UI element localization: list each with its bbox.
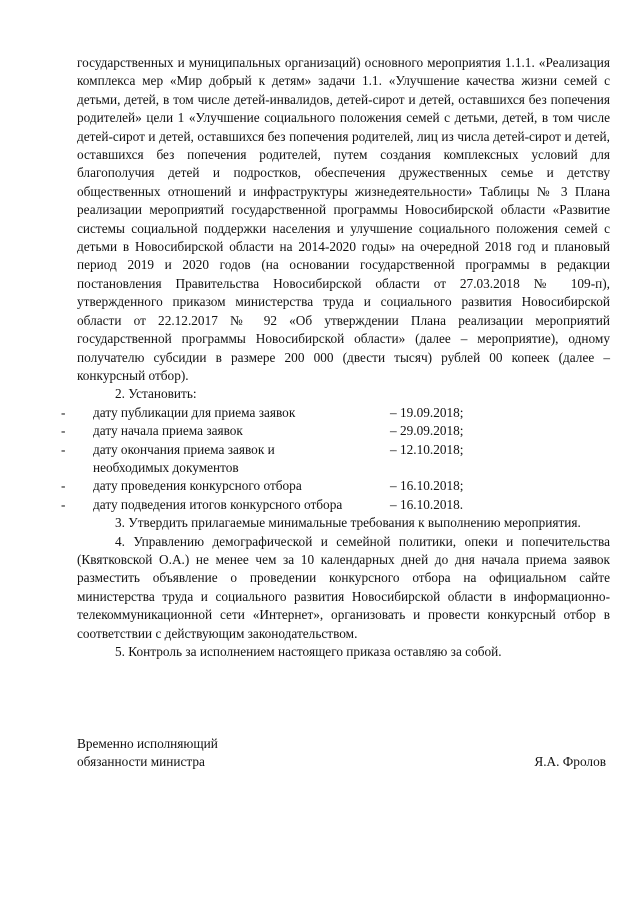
date-label: дату окончания приема заявок и	[93, 441, 275, 457]
date-row-results	[61, 496, 610, 514]
date-row-end	[61, 441, 610, 459]
date-value: – 29.09.2018;	[390, 423, 464, 439]
dates-list	[61, 404, 610, 514]
date-label: необходимых документов	[93, 459, 239, 475]
date-value: – 16.10.2018.	[390, 496, 464, 512]
list-dash: -	[61, 423, 66, 439]
date-value: – 16.10.2018;	[390, 478, 464, 494]
list-dash: -	[61, 404, 66, 420]
list-dash: -	[61, 478, 66, 494]
date-value: – 12.10.2018;	[390, 441, 464, 457]
date-row-publication	[61, 404, 610, 422]
signatory-title-line-1: Временно исполняющий	[77, 736, 218, 751]
list-dash: -	[61, 441, 66, 457]
item-4-paragraph: 4. Управлению демографической и семейной политики, опеки и попечительства (Квятковской О.А.) не менее чем за 10 календарных дней до дня начала приема заявок разместить объявление о проведении конкурсного отбора на официальном сайте министерства труда и социального развития Новосибирской области в информационно-телекоммуникационной сети «Интернет», организовать и провести конкурсный отбор в соответствии с действующим законодательством.	[77, 533, 610, 641]
item-2-heading: 2. Установить:	[115, 386, 197, 402]
date-label: дату проведения конкурсного отбора	[93, 478, 302, 494]
date-label: дату начала приема заявок	[93, 423, 243, 439]
item-5-paragraph: 5. Контроль за исполнением настоящего приказа оставляю за собой.	[115, 644, 502, 659]
intro-paragraph: государственных и муниципальных организаций) основного мероприятия 1.1.1. «Реализация комплекса мер «Мир добрый к детям» задачи 1.1. «Улучшение качества жизни семей с детьми, детей, в том числе детей-инвалидов, детей-сирот и детей, оставшихся без попечения родителей» цели 1 «Улучшение социального положения семей с детьми, детей, в том числе детей-сирот и детей, оставшихся без попечения родителей, лиц из числа детей-сирот и детей, оставшихся без попечения родителей, путем создания комплексных условий для благополучия детей и подростков, обеспечения дружественных семье и детству общественных отношений и инфраструктуры жизнедеятельности» Таблицы № 3 Плана реализации мероприятий государственной программы Новосибирской области «Развитие системы социальной поддержки населения и улучшение социального положения семей с детьми в Новосибирской области на 2014-2020 годы» на очередной 2018 год и плановый период 2019 и 2020 годов (на основании государственной программы в редакции постановления Правительства Новосибирской области от 27.03.2018 № 109-п), утвержденного приказом министерства труда и социального развития Новосибирской области от 22.12.2017 № 92 «Об утверждении Плана реализации мероприятий государственной программы Новосибирской области» (далее – мероприятие), одному получателю субсидии в размере 200 000 (двести тысяч) рублей 00 копеек (далее – конкурсный отбор).	[77, 55, 610, 383]
date-row-end-continued	[77, 459, 610, 477]
signature-block	[77, 735, 610, 772]
date-label: дату публикации для приема заявок	[93, 404, 296, 420]
date-value: – 19.09.2018;	[390, 404, 464, 420]
date-value	[375, 459, 390, 477]
list-dash: -	[61, 496, 66, 512]
signatory-title-line-2: обязанности министра	[77, 754, 205, 770]
document-body	[61, 54, 610, 661]
date-row-selection	[61, 477, 610, 495]
signature-row	[77, 753, 610, 771]
date-label: дату подведения итогов конкурсного отбора	[93, 496, 343, 512]
signatory-name: Я.А. Фролов	[534, 754, 606, 770]
date-row-start	[61, 422, 610, 440]
item-3-paragraph: 3. Утвердить прилагаемые минимальные требования к выполнению мероприятия.	[115, 515, 581, 531]
